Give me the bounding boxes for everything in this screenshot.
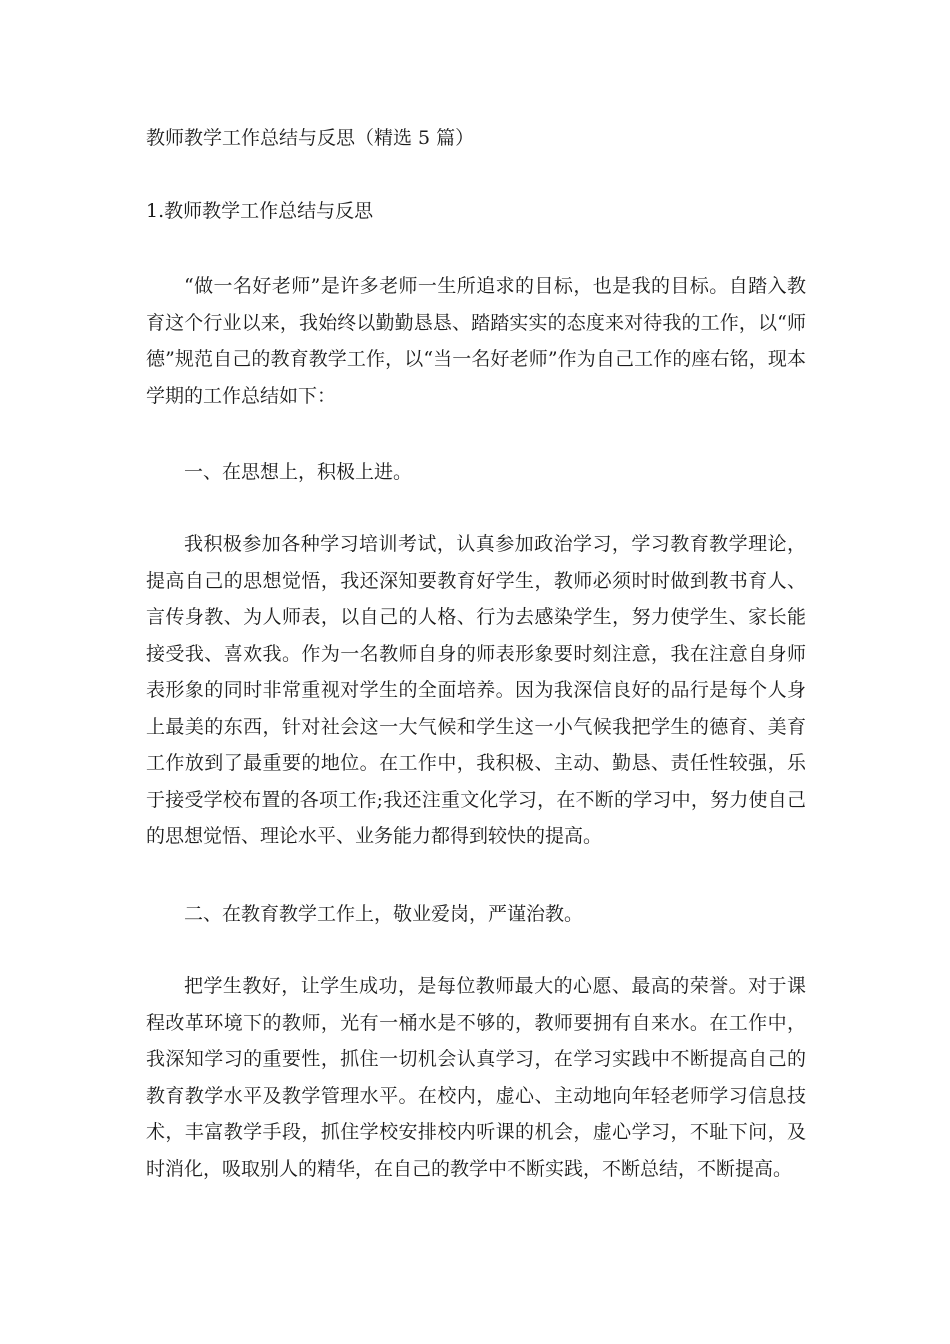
- heading-ideology: 一、在思想上，积极上进。: [184, 461, 413, 483]
- heading-teaching: 二、在教育教学工作上，敬业爱岗，严谨治教。: [184, 903, 584, 925]
- section-title: 1.教师教学工作总结与反思: [146, 200, 374, 222]
- paragraph-ideology: 我积极参加各种学习培训考试，认真参加政治学习，学习教育教学理论，提高自己的思想觉悟，我还深知要教育好学生，教师必须时时做到教书育人、言传身教、为人师表，以自己的人格、行为去感染学生，努力使学生、家长能接受我、喜欢我。作为一名教师自身的师表形象要时刻注意，我在注意自身师表形象的同时非常重视对学生的全面培养。因为我深信良好的品行是每个人身上最美的东西，针对社会这一大气候和学生这一小气候我把学生的德育、美育工作放到了最重要的地位。在工作中，我积极、主动、勤恳、责任性较强，乐于接受学校布置的各项工作;我还注重文化学习，在不断的学习中，努力使自己的思想觉悟、理论水平、业务能力都得到较快的提高。: [146, 533, 806, 847]
- document-title: 教师教学工作总结与反思（精选 5 篇）: [146, 127, 475, 149]
- paragraph-teaching: 把学生教好，让学生成功，是每位教师最大的心愿、最高的荣誉。对于课程改革环境下的教师，光有一桶水是不够的，教师要拥有自来水。在工作中，我深知学习的重要性，抓住一切机会认真学习，在学习实践中不断提高自己的教育教学水平及教学管理水平。在校内，虚心、主动地向年轻老师学习信息技术，丰富教学手段，抓住学校安排校内听课的机会，虚心学习，不耻下问，及时消化，吸取别人的精华，在自己的教学中不断实践，不断总结，不断提高。: [146, 975, 806, 1180]
- paragraph-intro: “做一名好老师”是许多老师一生所追求的目标，也是我的目标。自踏入教育这个行业以来，我始终以勤勤恳恳、踏踏实实的态度来对待我的工作，以“师德”规范自己的教育教学工作，以“当一名好老师”作为自己工作的座右铭，现本学期的工作总结如下：: [146, 275, 806, 407]
